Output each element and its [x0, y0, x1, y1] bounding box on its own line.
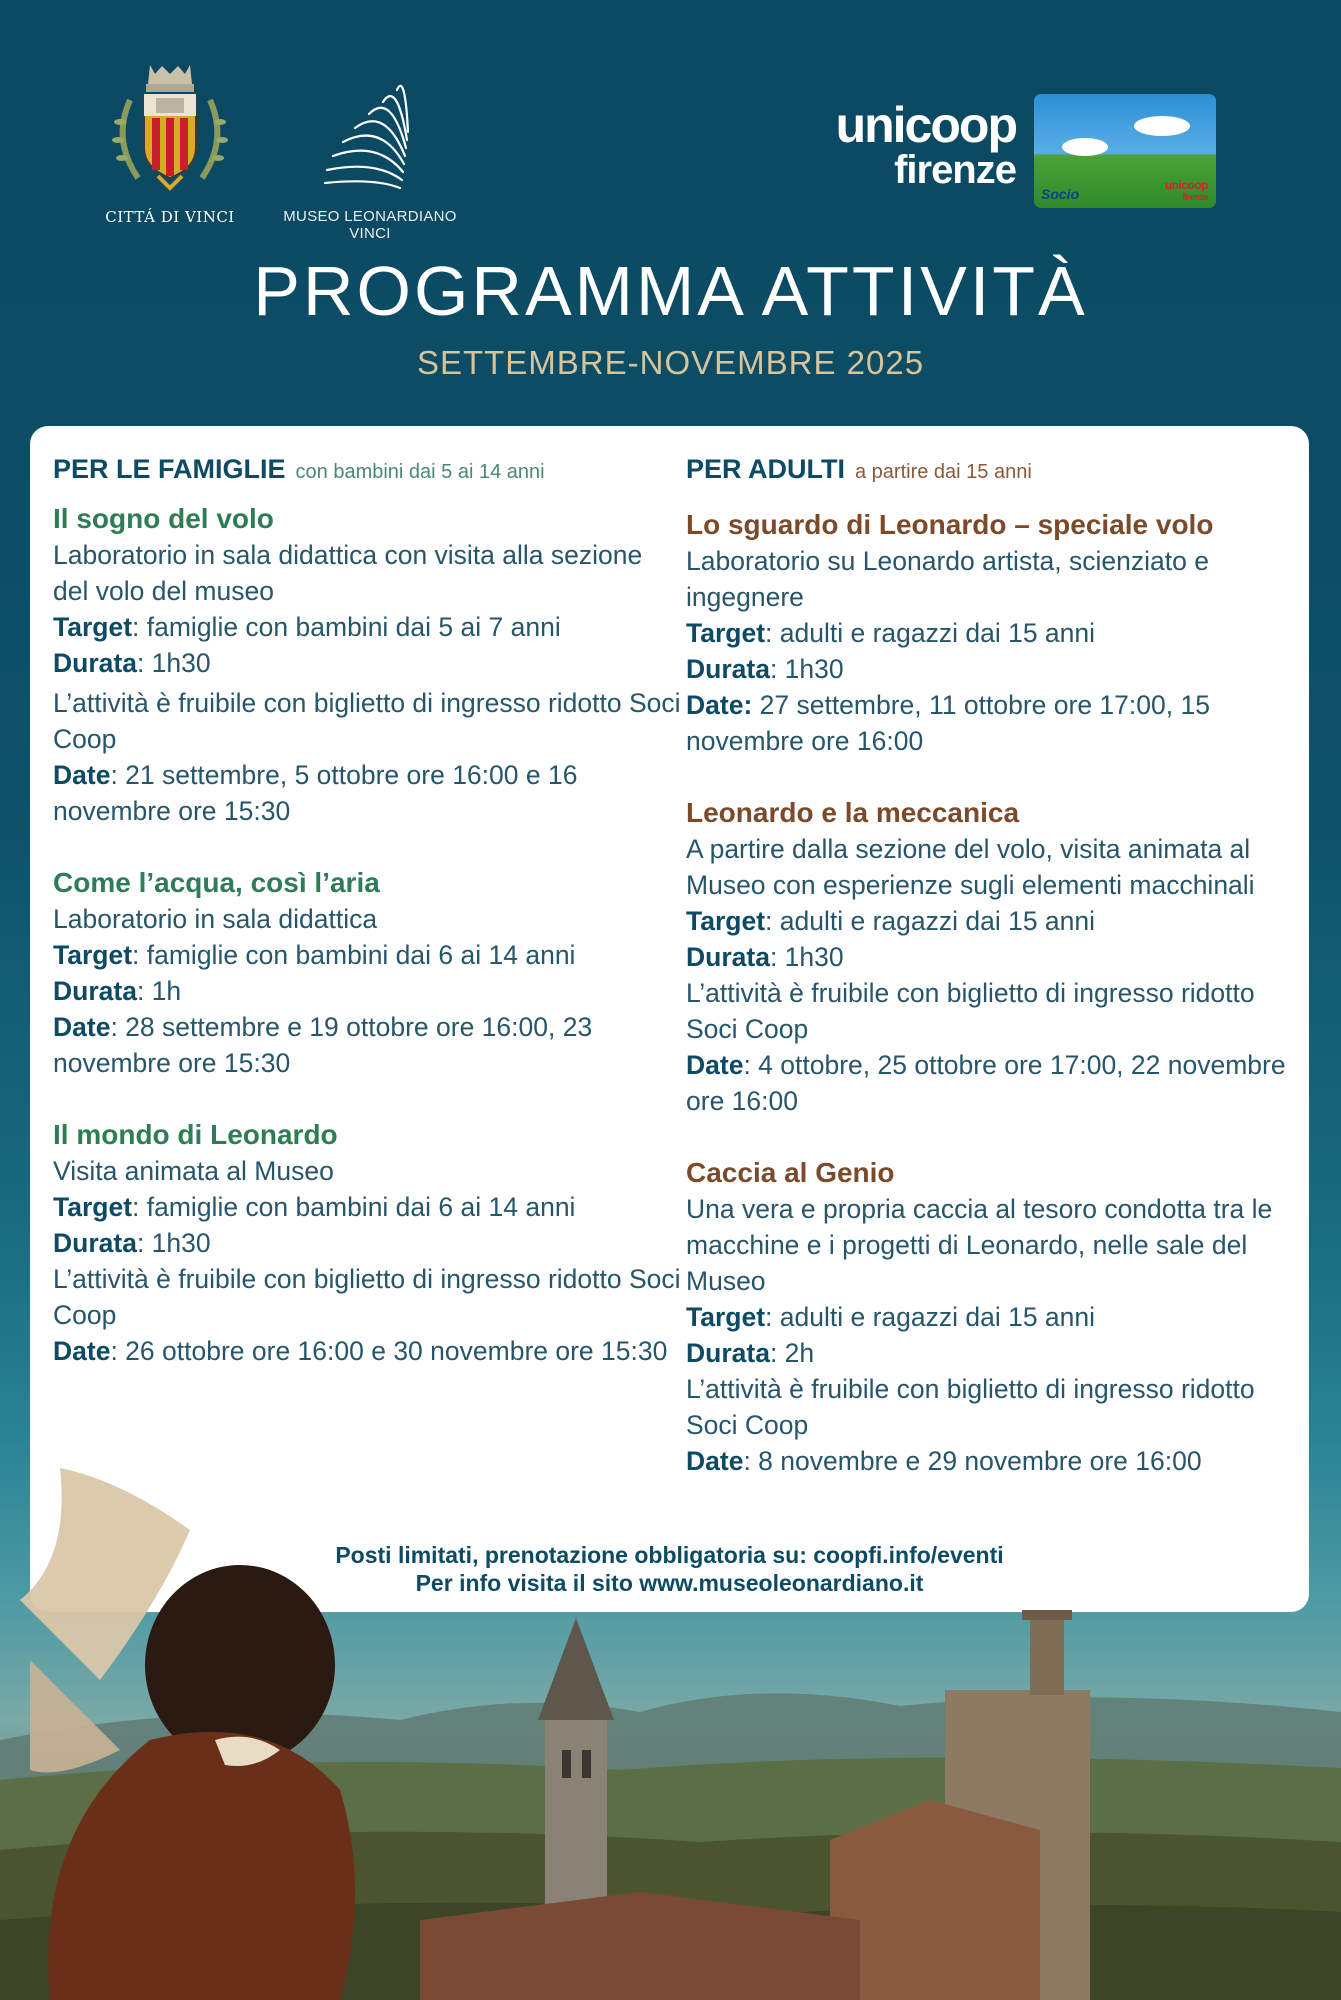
target-value: : famiglie con bambini dai 5 ai 7 anni — [132, 612, 561, 643]
target-value: : adulti e ragazzi dai 15 anni — [765, 618, 1096, 649]
citta-di-vinci-logo[interactable] — [100, 60, 240, 230]
date-value: : 4 ottobre, 25 ottobre ore 17:00, 22 novembre ore 16:00 — [686, 1050, 1286, 1117]
adults-heading-label: PER ADULTI — [686, 454, 845, 484]
adults-heading — [686, 452, 1306, 487]
date-label: Date — [53, 1336, 111, 1367]
target-label: Target — [686, 1302, 766, 1333]
booking-info: Posti limitati, prenotazione obbligatoria su: coopfi.info/eventi — [335, 1542, 1004, 1568]
coat-of-arms-icon — [100, 60, 240, 200]
wing-feathers-icon — [265, 68, 475, 198]
museo-leonardiano-caption: MUSEO LEONARDIANO VINCI — [283, 208, 457, 242]
page-subtitle: SETTEMBRE-NOVEMBRE 2025 — [416, 344, 925, 381]
target-label: Target — [686, 906, 766, 937]
date-label: Date — [53, 1012, 111, 1043]
activity-description: Laboratorio su Leonardo artista, scienziato e ingegnere — [686, 546, 1209, 613]
target-label: Target — [53, 612, 133, 643]
date-label: Date: — [686, 690, 753, 721]
activity-note: L’attività è fruibile con biglietto di ingresso ridotto Soci Coop — [686, 978, 1255, 1045]
durata-label: Durata — [53, 1228, 137, 1259]
activity-date — [53, 1333, 683, 1369]
target-value: : famiglie con bambini dai 6 ai 14 anni — [132, 1192, 576, 1223]
museo-leonardiano-logo[interactable] — [265, 68, 475, 242]
vinci-landscape-illustration — [0, 1450, 1341, 2000]
bell-tower-spire — [538, 1618, 614, 1720]
date-label: Date — [53, 760, 111, 791]
activity-title: Il sogno del volo — [53, 503, 274, 535]
durata-label: Durata — [53, 976, 137, 1007]
adults-column — [686, 452, 1306, 1479]
activity-description: Visita animata al Museo — [53, 1156, 334, 1187]
header — [0, 0, 1341, 420]
date-value: : 21 settembre, 5 ottobre ore 16:00 e 16 novembre ore 15:30 — [53, 760, 578, 827]
castle-roof — [830, 1800, 1040, 2000]
unicoop-firenze-logo[interactable] — [820, 97, 1020, 200]
card-socio-label: Socio — [1041, 186, 1080, 202]
activity-date — [53, 1009, 683, 1081]
website-info: Per info visita il sito www.museoleonardiano.it — [415, 1570, 924, 1596]
activity-leonardo-e-la-meccanica — [686, 795, 1306, 1119]
durata-value: : 1h — [136, 976, 182, 1007]
target-value: : adulti e ragazzi dai 15 anni — [765, 906, 1096, 937]
date-value: : 26 ottobre ore 16:00 e 30 novembre ore 15:30 — [110, 1336, 668, 1367]
durata-value: : 1h30 — [769, 654, 844, 685]
activity-durata — [686, 939, 1306, 975]
cloud-icon — [1062, 138, 1108, 156]
activity-target — [53, 937, 683, 973]
target-value: : famiglie con bambini dai 6 ai 14 anni — [132, 940, 576, 971]
activity-target — [686, 1299, 1306, 1335]
activity-target — [53, 1189, 683, 1225]
activity-note: L’attività è fruibile con biglietto di ingresso ridotto Soci Coop — [686, 1374, 1255, 1441]
activity-title: Lo sguardo di Leonardo – speciale volo — [686, 509, 1214, 541]
target-label: Target — [686, 618, 766, 649]
date-value: : 8 novembre e 29 novembre ore 16:00 — [743, 1446, 1202, 1477]
activity-target — [53, 609, 683, 645]
activity-il-sogno-del-volo — [53, 501, 683, 829]
durata-label: Durata — [53, 648, 137, 679]
durata-label: Durata — [686, 942, 770, 973]
durata-value: : 1h30 — [136, 648, 211, 679]
target-label: Target — [53, 940, 133, 971]
activity-description: Laboratorio in sala didattica — [53, 904, 378, 935]
activity-note: L’attività è fruibile con biglietto di ingresso ridotto Soci Coop — [53, 1264, 681, 1331]
durata-value: : 1h30 — [136, 1228, 211, 1259]
date-value: 27 settembre, 11 ottobre ore 17:00, 15 novembre ore 16:00 — [686, 690, 1210, 757]
target-value: : adulti e ragazzi dai 15 anni — [765, 1302, 1096, 1333]
durata-label: Durata — [686, 654, 770, 685]
activity-target — [686, 903, 1306, 939]
activity-description: Una vera e propria caccia al tesoro condotta tra le macchine e i progetti di Leonardo, nelle sale del Museo — [686, 1194, 1273, 1297]
families-subheading: con bambini dai 5 ai 14 anni — [295, 461, 545, 483]
activity-caccia-al-genio — [686, 1155, 1306, 1479]
activity-title: Come l’acqua, così l’aria — [53, 867, 380, 899]
activity-title: Caccia al Genio — [686, 1157, 895, 1189]
durata-label: Durata — [686, 1338, 770, 1369]
activity-durata — [686, 1335, 1306, 1371]
program-panel — [30, 426, 1309, 1612]
activity-il-mondo-di-leonardo — [53, 1117, 683, 1369]
target-label: Target — [53, 1192, 133, 1223]
activity-description: Laboratorio in sala didattica con visita alla sezione del volo del museo — [53, 540, 643, 607]
activity-date — [53, 757, 683, 829]
card-unicoop-line1: unicoop — [1164, 178, 1208, 193]
activity-title: Il mondo di Leonardo — [53, 1119, 338, 1151]
activity-date — [686, 687, 1306, 759]
citta-di-vinci-caption: CITTÁ DI VINCI — [105, 208, 235, 226]
firenze-wordmark: firenze — [894, 148, 1016, 192]
activity-durata — [53, 645, 683, 681]
durata-value: : 1h30 — [769, 942, 844, 973]
families-heading — [53, 452, 683, 487]
cloud-icon — [1134, 116, 1190, 136]
activity-description: A partire dalla sezione del volo, visita animata al Museo con esperienze sugli elementi macchinali — [686, 834, 1255, 901]
unicoop-wordmark: unicoop — [835, 97, 1016, 153]
socio-card-image — [1034, 94, 1216, 208]
families-heading-label: PER LE FAMIGLIE — [53, 454, 286, 484]
activity-durata — [686, 651, 1306, 687]
activity-target — [686, 615, 1306, 651]
activity-note: L’attività è fruibile con biglietto di ingresso ridotto Soci Coop — [53, 688, 681, 755]
card-unicoop-line2: firenze — [1182, 192, 1208, 203]
card-unicoop-mini-logo — [1165, 180, 1208, 202]
activity-durata — [53, 1225, 683, 1261]
date-label: Date — [686, 1050, 744, 1081]
activity-come-lacqua-cosi-laria — [53, 865, 683, 1081]
date-value: : 28 settembre e 19 ottobre ore 16:00, 23 novembre ore 15:30 — [53, 1012, 593, 1079]
date-label: Date — [686, 1446, 744, 1477]
activity-durata — [53, 973, 683, 1009]
page-title: PROGRAMMA ATTIVITÀ — [253, 252, 1088, 330]
activity-date — [686, 1047, 1306, 1119]
families-column — [53, 452, 683, 1405]
activity-lo-sguardo-di-leonardo — [686, 507, 1306, 759]
adults-subheading: a partire dai 15 anni — [855, 461, 1032, 483]
durata-value: : 2h — [769, 1338, 815, 1369]
activity-title: Leonardo e la meccanica — [686, 797, 1020, 829]
